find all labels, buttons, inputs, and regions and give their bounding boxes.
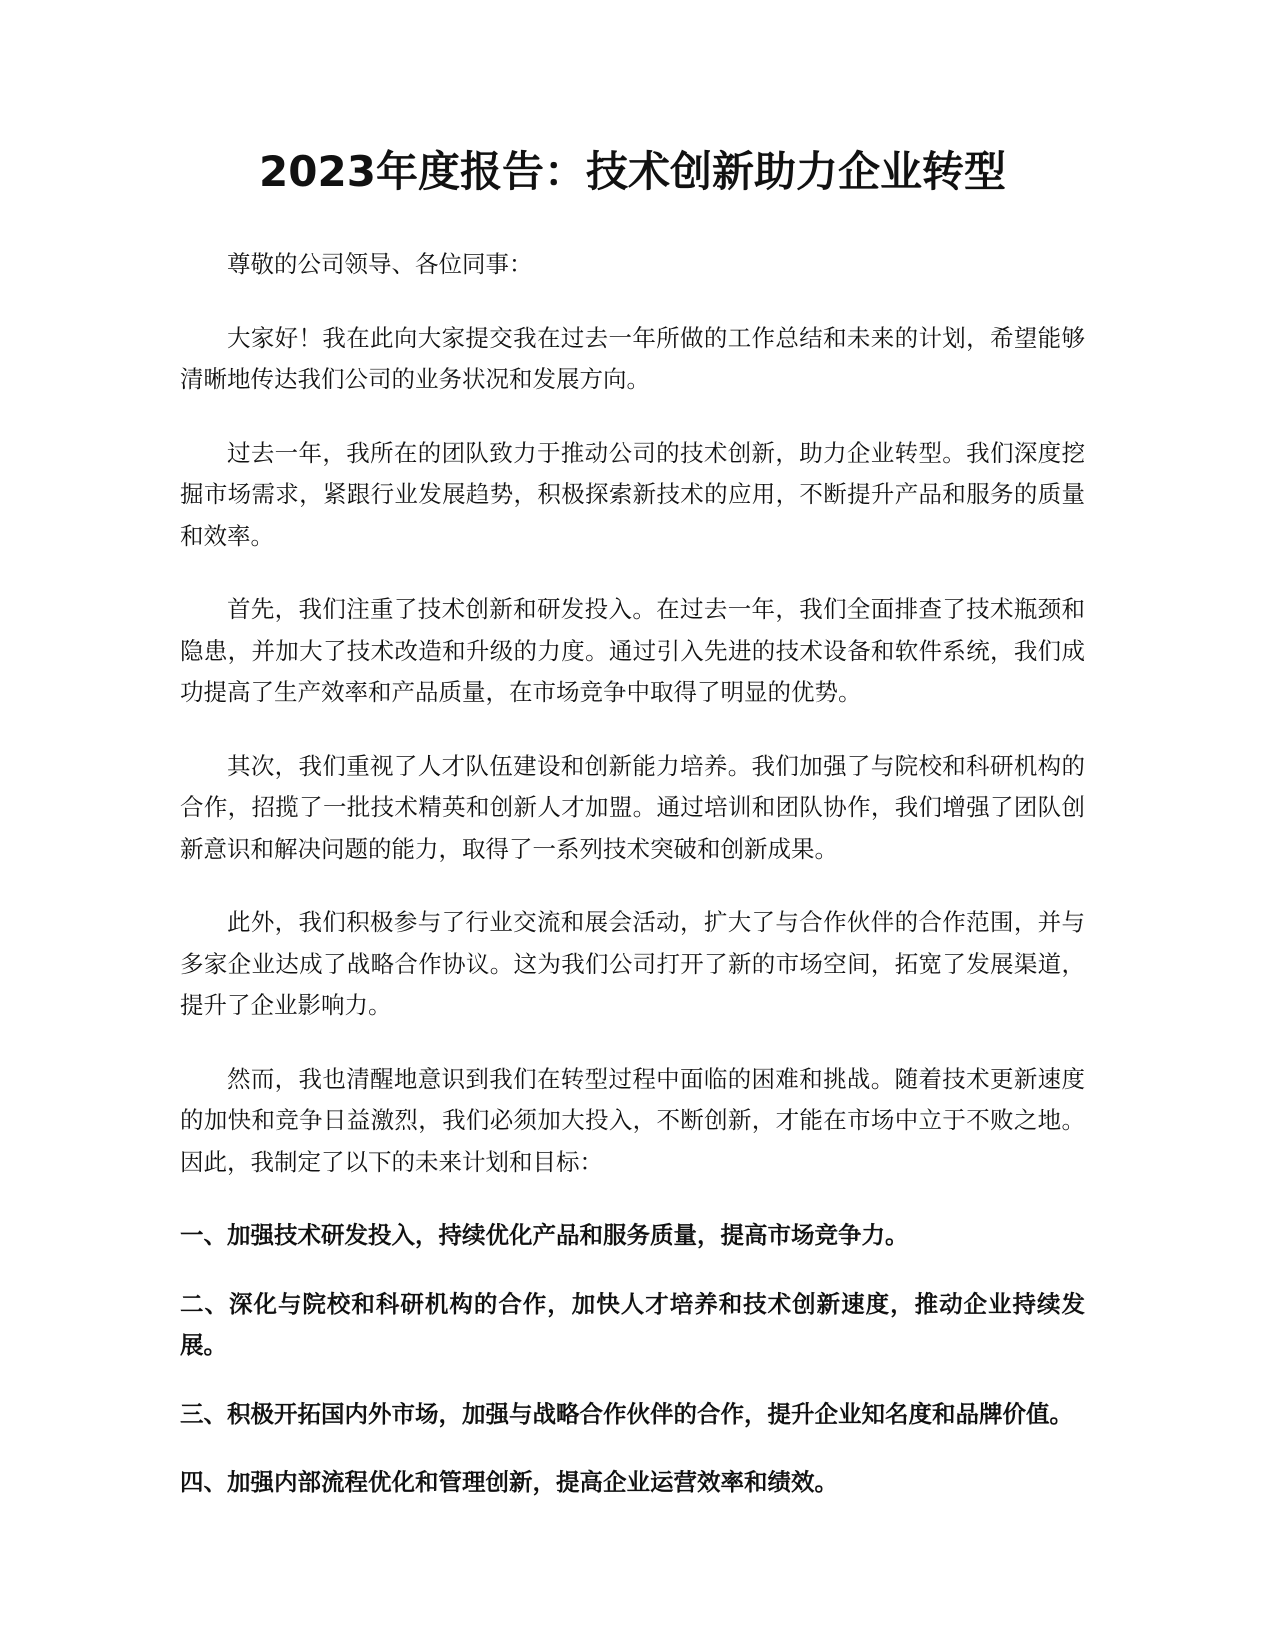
goal-item-4: 四、加强内部流程优化和管理创新，提高企业运营效率和绩效。: [180, 1468, 838, 1496]
goal-item-2: 二、深化与院校和科研机构的合作，加快人才培养和技术创新速度，推动企业持续发展。: [180, 1289, 1085, 1359]
goal-item-1: 一、加强技术研发投入，持续优化产品和服务质量，提高市场竞争力。: [180, 1221, 909, 1249]
paragraph-challenges: 然而，我也清醒地意识到我们在转型过程中面临的困难和挑战。随着技术更新速度的加快和竞争日益激烈，我们必须加大投入，不断创新，才能在市场中立于不败之地。因此，我制定了以下的未来计划和目标：: [180, 1064, 1085, 1176]
goal-item-3: 三、积极开拓国内外市场，加强与战略合作伙伴的合作，提升企业知名度和品牌价值。: [180, 1399, 1073, 1428]
salutation: 尊敬的公司领导、各位同事：: [227, 250, 533, 278]
paragraph-greeting: 大家好！我在此向大家提交我在过去一年所做的工作总结和未来的计划，希望能够清晰地传达我们公司的业务状况和发展方向。: [180, 323, 1085, 393]
paragraph-first: 首先，我们注重了技术创新和研发投入。在过去一年，我们全面排查了技术瓶颈和隐患，并加大了技术改造和升级的力度。通过引入先进的技术设备和软件系统，我们成功提高了生产效率和产品质量，在市场竞争中取得了明显的优势。: [180, 595, 1085, 706]
paragraph-second: 其次，我们重视了人才队伍建设和创新能力培养。我们加强了与院校和科研机构的合作，招揽了一批技术精英和创新人才加盟。通过培训和团队协作，我们增强了团队创新意识和解决问题的能力，取得了一系列技术突破和创新成果。: [180, 751, 1085, 863]
paragraph-additionally: 此外，我们积极参与了行业交流和展会活动，扩大了与合作伙伴的合作范围，并与多家企业达成了战略合作协议。这为我们公司打开了新的市场空间，拓宽了发展渠道，提升了企业影响力。: [180, 908, 1085, 1019]
document-page: [180, 140, 1085, 1531]
page-title: 2023年度报告：技术创新助力企业转型: [259, 147, 1006, 196]
paragraph-overview: 过去一年，我所在的团队致力于推动公司的技术创新，助力企业转型。我们深度挖掘市场需求，紧跟行业发展趋势，积极探索新技术的应用，不断提升产品和服务的质量和效率。: [180, 438, 1085, 550]
